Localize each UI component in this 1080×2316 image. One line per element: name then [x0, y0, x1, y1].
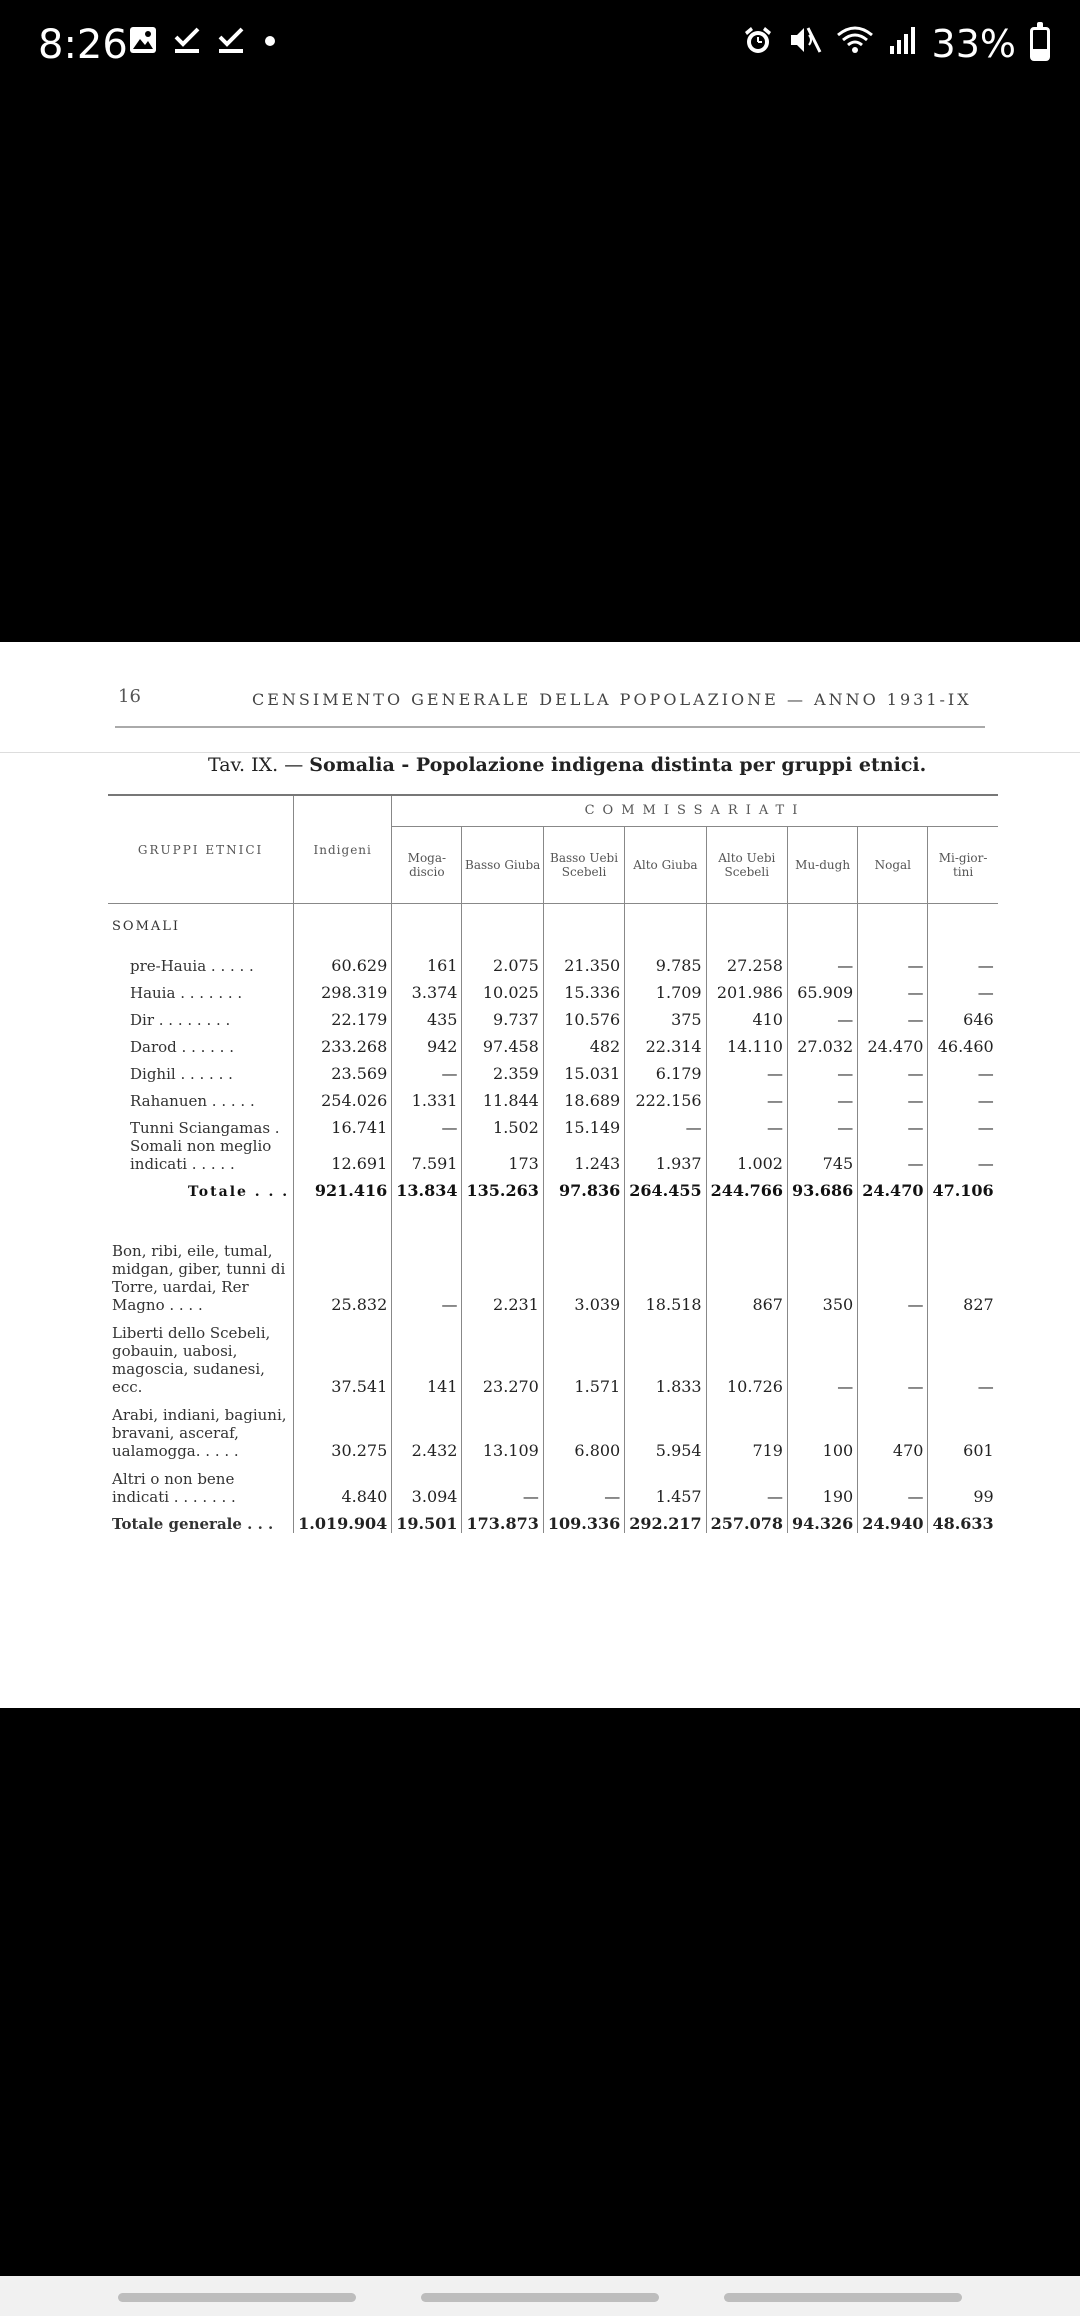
table-cell: —: [858, 1232, 928, 1314]
status-bar: [0, 0, 1080, 92]
table-cell: 244.766: [706, 1173, 787, 1200]
row-label: Liberti dello Scebeli, gobauin, uabosi, magoscia, sudanesi, ecc.: [112, 1324, 271, 1396]
table-cell: 23.270: [462, 1314, 543, 1396]
notification-icons: [128, 24, 280, 64]
table-cell: 827: [928, 1232, 998, 1314]
table-cell: 15.031: [543, 1056, 624, 1083]
nav-home-handle[interactable]: [421, 2293, 659, 2302]
table-cell: 867: [706, 1232, 787, 1314]
table-cell: —: [543, 1460, 624, 1506]
mute-icon: [788, 24, 822, 65]
header-col: Alto Giuba: [625, 827, 706, 904]
table-cell: —: [706, 1460, 787, 1506]
table-cell: —: [858, 1110, 928, 1137]
table-cell: —: [928, 975, 998, 1002]
table-cell: 65.909: [787, 975, 857, 1002]
table-cell: 9.737: [462, 1002, 543, 1029]
section-label: SOMALI: [112, 918, 181, 934]
table-cell: 93.686: [787, 1173, 857, 1200]
table-cell: 46.460: [928, 1029, 998, 1056]
table-row: [108, 1396, 998, 1460]
table-row: [108, 1110, 998, 1137]
table-cell: —: [858, 948, 928, 975]
table-cell: 18.518: [625, 1232, 706, 1314]
table-cell: 173: [462, 1137, 543, 1173]
table-cell: 13.834: [392, 1173, 462, 1200]
row-label: Hauia . . . . . . .: [130, 984, 243, 1002]
table-cell: 1.457: [625, 1460, 706, 1506]
table-cell: 745: [787, 1137, 857, 1173]
running-head: CENSIMENTO GENERALE DELLA POPOLAZIONE — ANNO 1931-IX: [252, 690, 972, 709]
table-cell: —: [928, 1083, 998, 1110]
table-cell: —: [858, 1002, 928, 1029]
table-label: Tav. IX. —: [208, 754, 304, 776]
system-icons: [742, 22, 1050, 66]
table-cell: —: [787, 1056, 857, 1083]
table-cell: 22.314: [625, 1029, 706, 1056]
table-cell: 350: [787, 1232, 857, 1314]
dot-icon: [260, 24, 280, 64]
header-indigeni: Indigeni: [294, 795, 392, 904]
table-row: [108, 1506, 998, 1533]
table-cell: —: [392, 1110, 462, 1137]
header-col: Basso Giuba: [462, 827, 543, 904]
table-cell: 435: [392, 1002, 462, 1029]
header-col: Mi-gior-tini: [928, 827, 998, 904]
table-cell: 1.937: [625, 1137, 706, 1173]
divider: [0, 752, 1080, 753]
table-cell: 719: [706, 1396, 787, 1460]
table-cell: —: [787, 948, 857, 975]
header-groups: GRUPPI ETNICI: [108, 795, 294, 904]
nav-recents-handle[interactable]: [118, 2293, 356, 2302]
table-cell: 99: [928, 1460, 998, 1506]
table-cell: 100: [787, 1396, 857, 1460]
table-cell: 94.326: [787, 1506, 857, 1533]
check-download-icon: [216, 24, 246, 64]
table-cell: 1.331: [392, 1083, 462, 1110]
table-cell: —: [706, 1110, 787, 1137]
row-label: pre-Hauia . . . . .: [130, 957, 254, 975]
table-cell: 2.075: [462, 948, 543, 975]
table-cell: 24.940: [858, 1506, 928, 1533]
table-cell: 161: [392, 948, 462, 975]
table-row: [108, 975, 998, 1002]
table-cell: —: [706, 1056, 787, 1083]
table-cell: 12.691: [294, 1137, 392, 1173]
table-cell: 375: [625, 1002, 706, 1029]
table-cell: 1.833: [625, 1314, 706, 1396]
table-cell: 1.571: [543, 1314, 624, 1396]
check-download-icon: [172, 24, 202, 64]
table-cell: 21.350: [543, 948, 624, 975]
table-cell: 10.726: [706, 1314, 787, 1396]
row-label: Bon, ribi, eile, tumal, midgan, giber, tunni di Torre, uardai, Rer Magno . . . .: [112, 1242, 286, 1314]
status-time: 8:26: [38, 22, 128, 68]
divider: [115, 726, 985, 728]
row-label: Totale . . .: [188, 1184, 290, 1200]
table-cell: 19.501: [392, 1506, 462, 1533]
table-cell: 1.502: [462, 1110, 543, 1137]
table-cell: —: [858, 1056, 928, 1083]
alarm-icon: [742, 24, 774, 65]
table-cell: 3.094: [392, 1460, 462, 1506]
navigation-bar: [0, 2276, 1080, 2316]
table-cell: 646: [928, 1002, 998, 1029]
nav-back-handle[interactable]: [724, 2293, 962, 2302]
table-cell: —: [462, 1460, 543, 1506]
table-cell: —: [928, 948, 998, 975]
table-cell: —: [787, 1110, 857, 1137]
row-label: Darod . . . . . .: [130, 1038, 234, 1056]
table-cell: 97.836: [543, 1173, 624, 1200]
table-cell: 11.844: [462, 1083, 543, 1110]
table-cell: 18.689: [543, 1083, 624, 1110]
table-title: [208, 754, 926, 776]
row-label: Rahanuen . . . . .: [130, 1092, 255, 1110]
table-cell: 15.149: [543, 1110, 624, 1137]
table-cell: 135.263: [462, 1173, 543, 1200]
table-cell: 942: [392, 1029, 462, 1056]
table-cell: —: [858, 975, 928, 1002]
table-cell: 3.374: [392, 975, 462, 1002]
table-cell: —: [928, 1137, 998, 1173]
table-cell: 7.591: [392, 1137, 462, 1173]
table-cell: 9.785: [625, 948, 706, 975]
table-row: [108, 1173, 998, 1200]
table-cell: 1.709: [625, 975, 706, 1002]
table-cell: 2.231: [462, 1232, 543, 1314]
table-row: [108, 1232, 998, 1314]
header-commissariati: COMMISSARIATI: [392, 795, 998, 827]
row-label: Tunni Sciangamas .: [130, 1119, 280, 1137]
table-heading: Somalia - Popolazione indigena distinta per gruppi etnici.: [309, 754, 927, 776]
table-cell: 24.470: [858, 1029, 928, 1056]
table-cell: 97.458: [462, 1029, 543, 1056]
table-cell: —: [928, 1110, 998, 1137]
table-row: [108, 1314, 998, 1396]
table-cell: —: [392, 1232, 462, 1314]
table-row: [108, 1460, 998, 1506]
table-cell: —: [625, 1110, 706, 1137]
table-cell: 2.359: [462, 1056, 543, 1083]
battery-icon: [1030, 27, 1050, 61]
table-cell: 1.002: [706, 1137, 787, 1173]
table-cell: 22.179: [294, 1002, 392, 1029]
table-cell: 5.954: [625, 1396, 706, 1460]
table-cell: —: [787, 1083, 857, 1110]
table-cell: 254.026: [294, 1083, 392, 1110]
table-cell: 190: [787, 1460, 857, 1506]
wifi-icon: [836, 24, 874, 65]
row-label: Altri o non bene indicati . . . . . . .: [112, 1470, 236, 1506]
table-cell: 30.275: [294, 1396, 392, 1460]
table-row: [108, 1083, 998, 1110]
table-cell: 1.019.904: [294, 1506, 392, 1533]
row-label: Dighil . . . . . .: [130, 1065, 233, 1083]
table-cell: —: [858, 1314, 928, 1396]
table-cell: 16.741: [294, 1110, 392, 1137]
page-number: 16: [118, 686, 141, 707]
table-cell: 410: [706, 1002, 787, 1029]
table-cell: 921.416: [294, 1173, 392, 1200]
table-cell: 37.541: [294, 1314, 392, 1396]
table-cell: —: [858, 1083, 928, 1110]
table-cell: 23.569: [294, 1056, 392, 1083]
table-row: [108, 1002, 998, 1029]
table-cell: 25.832: [294, 1232, 392, 1314]
table-cell: 27.258: [706, 948, 787, 975]
table-row: [108, 1029, 998, 1056]
table-cell: 24.470: [858, 1173, 928, 1200]
battery-percent: 33%: [931, 22, 1016, 66]
table-cell: 173.873: [462, 1506, 543, 1533]
table-cell: —: [858, 1460, 928, 1506]
header-col: Mu-dugh: [787, 827, 857, 904]
table-cell: 13.109: [462, 1396, 543, 1460]
header-col: Alto Uebi Scebeli: [706, 827, 787, 904]
table-cell: 141: [392, 1314, 462, 1396]
table-cell: 264.455: [625, 1173, 706, 1200]
table-cell: 27.032: [787, 1029, 857, 1056]
table-cell: 4.840: [294, 1460, 392, 1506]
table-cell: 60.629: [294, 948, 392, 975]
image-icon: [128, 24, 158, 64]
table-cell: 482: [543, 1029, 624, 1056]
row-label: Somali non meglio indicati . . . . .: [130, 1137, 272, 1173]
table-cell: —: [928, 1056, 998, 1083]
table-cell: 109.336: [543, 1506, 624, 1533]
census-table: [108, 794, 998, 1533]
table-cell: —: [928, 1314, 998, 1396]
table-cell: —: [706, 1083, 787, 1110]
table-cell: 1.243: [543, 1137, 624, 1173]
table-cell: 15.336: [543, 975, 624, 1002]
scanned-page: [0, 642, 1080, 1708]
table-cell: 298.319: [294, 975, 392, 1002]
table-cell: 201.986: [706, 975, 787, 1002]
table-cell: 222.156: [625, 1083, 706, 1110]
table-cell: 292.217: [625, 1506, 706, 1533]
table-row: [108, 1137, 998, 1173]
table-cell: —: [392, 1056, 462, 1083]
table-cell: 6.179: [625, 1056, 706, 1083]
table-cell: 2.432: [392, 1396, 462, 1460]
table-cell: 233.268: [294, 1029, 392, 1056]
table-cell: 47.106: [928, 1173, 998, 1200]
table-cell: —: [858, 1137, 928, 1173]
table-cell: 470: [858, 1396, 928, 1460]
table-cell: 14.110: [706, 1029, 787, 1056]
table-row: [108, 1056, 998, 1083]
header-col: Moga-discio: [392, 827, 462, 904]
header-col: Basso Uebi Scebeli: [543, 827, 624, 904]
table-cell: 10.025: [462, 975, 543, 1002]
table-cell: 48.633: [928, 1506, 998, 1533]
table-cell: 10.576: [543, 1002, 624, 1029]
table-cell: 601: [928, 1396, 998, 1460]
table-cell: —: [787, 1002, 857, 1029]
table-cell: 6.800: [543, 1396, 624, 1460]
row-label: Arabi, indiani, bagiuni, bravani, asceraf, ualamogga. . . . .: [112, 1406, 287, 1460]
signal-icon: [888, 24, 918, 65]
table-cell: 257.078: [706, 1506, 787, 1533]
header-col: Nogal: [858, 827, 928, 904]
table-cell: 3.039: [543, 1232, 624, 1314]
table-row: [108, 948, 998, 975]
table-cell: —: [787, 1314, 857, 1396]
row-label: Dir . . . . . . . .: [130, 1011, 231, 1029]
row-label: Totale generale . . .: [112, 1515, 274, 1533]
